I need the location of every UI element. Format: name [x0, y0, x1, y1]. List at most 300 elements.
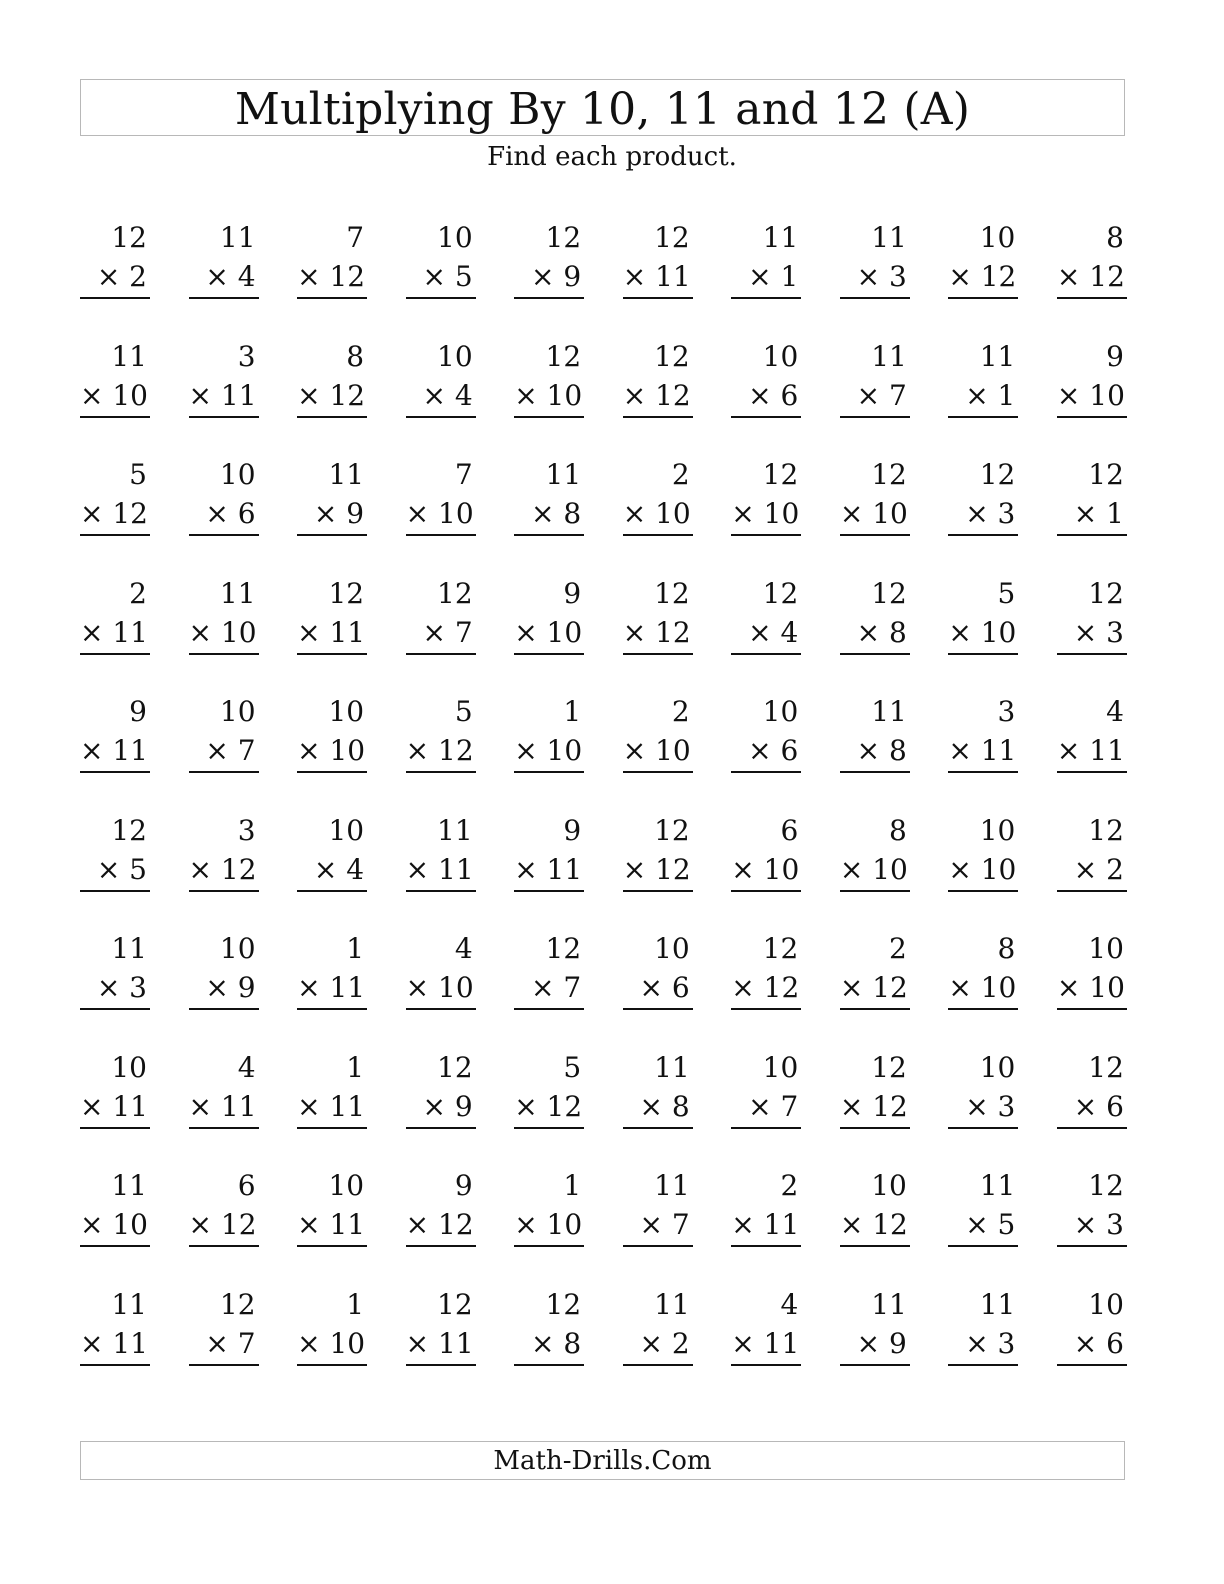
multiplier: × 12 — [297, 263, 367, 299]
problem — [622, 339, 693, 462]
multiplicand: 4 — [780, 1287, 799, 1321]
multiplier: × 1 — [1057, 500, 1127, 536]
multiplicand: 10 — [979, 221, 1016, 254]
problem — [622, 576, 693, 699]
problem — [840, 339, 910, 462]
multiplier: × 6 — [1057, 1093, 1127, 1129]
problem — [1056, 339, 1127, 462]
multiplicand: 9 — [563, 576, 582, 610]
multiplier: × 10 — [948, 974, 1018, 1010]
problem — [731, 932, 801, 1054]
multiplier: × 3 — [1057, 1211, 1127, 1247]
problem-row — [80, 1287, 1127, 1410]
multiplicand: 5 — [997, 576, 1016, 610]
multiplier: × 6 — [1057, 1330, 1127, 1366]
multiplier: × 10 — [514, 619, 584, 655]
multiplicand: 11 — [328, 458, 365, 491]
problem — [840, 695, 910, 817]
problem — [948, 576, 1018, 699]
multiplicand: 11 — [111, 339, 147, 373]
multiplier: × 7 — [840, 382, 910, 418]
multiplicand: 12 — [1088, 813, 1124, 847]
multiplier: × 4 — [406, 382, 476, 418]
multiplier: × 12 — [623, 382, 693, 418]
multiplier: × 11 — [80, 1093, 150, 1129]
problem — [80, 1169, 150, 1291]
multiplicand: 10 — [762, 1050, 799, 1084]
problem — [948, 1050, 1018, 1173]
problem — [189, 695, 259, 817]
problem — [297, 458, 367, 580]
problem — [948, 339, 1018, 462]
multiplier: × 4 — [297, 856, 367, 892]
problem — [297, 695, 367, 817]
multiplier: × 12 — [514, 1093, 584, 1129]
multiplicand: 11 — [871, 339, 907, 373]
multiplicand: 9 — [563, 813, 582, 847]
page-title: Multiplying By 10, 11 and 12 (A) — [234, 83, 971, 135]
problem — [731, 576, 801, 699]
multiplicand: 12 — [545, 221, 582, 254]
multiplicand: 4 — [1106, 695, 1124, 728]
multiplicand: 1 — [346, 1050, 365, 1084]
problem-row — [80, 221, 1127, 343]
multiplier: × 12 — [406, 1211, 476, 1247]
multiplicand: 10 — [437, 221, 473, 254]
multiplicand: 11 — [871, 695, 907, 728]
multiplier: × 10 — [189, 619, 259, 655]
multiplicand: 12 — [437, 1287, 473, 1321]
problem — [297, 1169, 367, 1291]
problem — [1056, 221, 1127, 343]
multiplicand: 10 — [219, 932, 256, 965]
multiplicand: 2 — [671, 695, 690, 728]
multiplicand: 11 — [219, 576, 256, 610]
multiplier: × 6 — [731, 737, 801, 773]
multiplicand: 9 — [1106, 339, 1124, 373]
multiplicand: 12 — [219, 1287, 256, 1321]
multiplicand: 10 — [979, 1050, 1016, 1084]
problem — [406, 221, 476, 343]
problem — [297, 339, 367, 462]
problem — [80, 1050, 150, 1173]
problem — [406, 1050, 476, 1173]
problem — [189, 458, 259, 580]
problem — [297, 1050, 367, 1173]
multiplier: × 11 — [406, 1330, 476, 1366]
instructions: Find each product. — [487, 142, 737, 172]
problem — [188, 813, 259, 936]
problem — [948, 1169, 1018, 1291]
multiplicand: 2 — [780, 1169, 799, 1202]
problem — [80, 458, 150, 580]
multiplier: × 2 — [623, 1330, 693, 1366]
multiplier: × 7 — [623, 1211, 693, 1247]
multiplier: × 11 — [406, 856, 476, 892]
footer-text: Math-Drills.Com — [493, 1445, 712, 1476]
problem — [188, 576, 259, 699]
multiplier: × 11 — [189, 1093, 259, 1129]
problem — [514, 1169, 584, 1291]
problem — [1057, 576, 1127, 699]
problem — [405, 695, 476, 817]
problem — [948, 1287, 1018, 1410]
multiplicand: 11 — [219, 221, 256, 254]
problem — [1056, 695, 1127, 817]
multiplicand: 9 — [454, 1169, 473, 1202]
problem — [297, 221, 367, 343]
multiplier: × 12 — [297, 382, 367, 418]
problem — [622, 221, 693, 343]
problem — [514, 339, 584, 462]
multiplier: × 10 — [514, 737, 584, 773]
multiplier: × 10 — [1057, 974, 1127, 1010]
multiplicand: 12 — [111, 813, 147, 847]
problem-row — [80, 813, 1127, 936]
problem — [839, 813, 910, 936]
multiplier: × 6 — [189, 500, 259, 536]
multiplicand: 10 — [219, 695, 256, 728]
problem — [731, 1287, 801, 1410]
multiplier: × 5 — [406, 263, 476, 299]
problem — [948, 932, 1018, 1054]
problem — [948, 458, 1018, 580]
multiplier: × 9 — [514, 263, 584, 299]
problem — [514, 221, 584, 343]
multiplier: × 11 — [297, 1093, 367, 1129]
problem — [297, 932, 367, 1054]
multiplicand: 12 — [871, 576, 907, 610]
multiplicand: 10 — [437, 339, 473, 373]
problem — [948, 695, 1018, 817]
multiplicand: 6 — [780, 813, 799, 847]
problem-row — [80, 339, 1127, 462]
multiplier: × 10 — [731, 856, 801, 892]
problem — [623, 932, 693, 1054]
multiplier: × 3 — [1057, 619, 1127, 655]
multiplicand: 4 — [237, 1050, 256, 1084]
multiplier: × 11 — [297, 1211, 367, 1247]
problem — [514, 695, 584, 817]
multiplier: × 5 — [80, 856, 150, 892]
multiplicand: 7 — [346, 221, 365, 254]
problem — [405, 813, 476, 936]
problem — [731, 695, 801, 817]
multiplier: × 11 — [297, 619, 367, 655]
multiplier: × 12 — [623, 856, 693, 892]
problem-row — [80, 932, 1127, 1054]
problem — [731, 221, 801, 343]
multiplicand: 12 — [762, 458, 799, 491]
multiplicand: 2 — [129, 576, 147, 610]
problem — [405, 1287, 476, 1410]
multiplicand: 7 — [454, 458, 473, 491]
problem — [1056, 932, 1127, 1054]
problem — [188, 339, 259, 462]
problem — [514, 813, 584, 936]
problem — [839, 1169, 910, 1291]
problem — [731, 1050, 801, 1173]
multiplier: × 10 — [514, 1211, 584, 1247]
title-box — [80, 79, 1125, 136]
problem — [1057, 813, 1127, 936]
multiplicand: 10 — [762, 695, 799, 728]
multiplicand: 12 — [437, 1050, 473, 1084]
multiplicand: 10 — [979, 813, 1016, 847]
multiplicand: 12 — [654, 221, 690, 254]
multiplier: × 7 — [189, 737, 259, 773]
multiplier: × 11 — [731, 1330, 801, 1366]
multiplier: × 11 — [297, 974, 367, 1010]
problem — [1057, 1287, 1127, 1410]
problem-row — [80, 458, 1127, 580]
problem — [1057, 1050, 1127, 1173]
problem — [948, 221, 1018, 343]
multiplicand: 10 — [1088, 1287, 1124, 1321]
problem — [405, 932, 476, 1054]
multiplier: × 2 — [80, 263, 150, 299]
multiplicand: 12 — [545, 1287, 582, 1321]
problem — [1057, 458, 1127, 580]
multiplicand: 8 — [997, 932, 1016, 965]
problem — [80, 932, 150, 1054]
problem — [731, 1169, 801, 1291]
multiplicand: 3 — [237, 813, 256, 847]
multiplicand: 4 — [454, 932, 473, 965]
multiplicand: 12 — [762, 932, 799, 965]
multiplier: × 7 — [189, 1330, 259, 1366]
problem — [297, 813, 367, 936]
problem — [80, 576, 150, 699]
multiplier: × 6 — [731, 382, 801, 418]
problem — [623, 1169, 693, 1291]
multiplier: × 8 — [623, 1093, 693, 1129]
multiplier: × 8 — [514, 1330, 584, 1366]
multiplier: × 10 — [406, 974, 476, 1010]
problem — [514, 458, 584, 580]
multiplier: × 8 — [840, 619, 910, 655]
multiplicand: 12 — [328, 576, 365, 610]
multiplier: × 1 — [948, 382, 1018, 418]
multiplicand: 2 — [889, 932, 907, 965]
problem — [840, 576, 910, 699]
multiplicand: 11 — [871, 1287, 907, 1321]
multiplicand: 12 — [1088, 1050, 1124, 1084]
multiplier: × 10 — [1057, 382, 1127, 418]
multiplicand: 10 — [762, 339, 799, 373]
problem — [514, 1050, 584, 1173]
multiplicand: 12 — [437, 576, 473, 610]
multiplier: × 10 — [840, 500, 910, 536]
multiplier: × 12 — [80, 500, 150, 536]
multiplier: × 3 — [840, 263, 910, 299]
multiplier: × 12 — [189, 1211, 259, 1247]
multiplicand: 1 — [346, 932, 365, 965]
multiplicand: 11 — [654, 1287, 690, 1321]
problem — [406, 339, 476, 462]
problem-row — [80, 576, 1127, 699]
problem — [1057, 1169, 1127, 1291]
multiplicand: 11 — [871, 221, 907, 254]
multiplier: × 10 — [623, 500, 693, 536]
multiplicand: 11 — [111, 1169, 147, 1202]
multiplier: × 10 — [948, 619, 1018, 655]
multiplicand: 3 — [237, 339, 256, 373]
problem — [405, 458, 476, 580]
multiplicand: 10 — [328, 695, 365, 728]
multiplier: × 12 — [623, 619, 693, 655]
problem — [514, 1287, 584, 1410]
problem — [731, 813, 801, 936]
problem — [514, 932, 584, 1054]
multiplicand: 12 — [979, 458, 1016, 491]
multiplier: × 10 — [80, 382, 150, 418]
multiplier: × 8 — [840, 737, 910, 773]
problem — [839, 458, 910, 580]
multiplier: × 12 — [840, 1093, 910, 1129]
problem-grid — [80, 221, 1127, 1409]
multiplicand: 12 — [654, 339, 690, 373]
multiplier: × 12 — [406, 737, 476, 773]
multiplier: × 3 — [948, 1330, 1018, 1366]
multiplicand: 11 — [437, 813, 473, 847]
problem — [80, 1287, 150, 1410]
problem — [622, 695, 693, 817]
problem — [80, 339, 150, 462]
multiplicand: 12 — [1088, 576, 1124, 610]
multiplicand: 10 — [328, 1169, 365, 1202]
multiplier: × 5 — [948, 1211, 1018, 1247]
multiplicand: 6 — [237, 1169, 256, 1202]
multiplier: × 9 — [297, 500, 367, 536]
multiplicand: 8 — [1106, 221, 1124, 254]
problem — [731, 339, 801, 462]
problem — [405, 1169, 476, 1291]
multiplier: × 8 — [514, 500, 584, 536]
multiplier: × 11 — [514, 856, 584, 892]
multiplier: × 10 — [514, 382, 584, 418]
multiplicand: 5 — [129, 458, 147, 491]
multiplier: × 10 — [297, 1330, 367, 1366]
multiplier: × 10 — [948, 856, 1018, 892]
problem — [623, 1050, 693, 1173]
multiplier: × 12 — [840, 974, 910, 1010]
problem — [622, 458, 693, 580]
multiplicand: 5 — [563, 1050, 582, 1084]
problem-row — [80, 1050, 1127, 1173]
multiplier: × 11 — [623, 263, 693, 299]
multiplier: × 10 — [297, 737, 367, 773]
multiplier: × 4 — [189, 263, 259, 299]
multiplier: × 10 — [731, 500, 801, 536]
multiplicand: 10 — [1088, 932, 1124, 965]
multiplicand: 8 — [346, 339, 365, 373]
multiplier: × 11 — [80, 619, 150, 655]
multiplicand: 9 — [129, 695, 147, 728]
multiplier: × 12 — [948, 263, 1018, 299]
multiplicand: 3 — [997, 695, 1016, 728]
multiplier: × 9 — [189, 974, 259, 1010]
multiplicand: 11 — [111, 932, 147, 965]
multiplicand: 12 — [545, 932, 582, 965]
multiplicand: 11 — [111, 1287, 147, 1321]
problem — [80, 813, 150, 936]
problem — [189, 221, 259, 343]
problem — [623, 1287, 693, 1410]
multiplicand: 12 — [871, 458, 907, 491]
multiplier: × 12 — [840, 1211, 910, 1247]
problem — [188, 1169, 259, 1291]
multiplier: × 10 — [623, 737, 693, 773]
multiplicand: 11 — [654, 1050, 690, 1084]
multiplicand: 12 — [762, 576, 799, 610]
multiplier: × 12 — [1057, 263, 1127, 299]
multiplicand: 12 — [1088, 1169, 1124, 1202]
multiplier: × 11 — [948, 737, 1018, 773]
multiplier: × 4 — [731, 619, 801, 655]
multiplicand: 1 — [563, 1169, 582, 1202]
multiplicand: 11 — [979, 339, 1016, 373]
multiplicand: 11 — [979, 1169, 1016, 1202]
multiplier: × 11 — [80, 1330, 150, 1366]
multiplicand: 11 — [979, 1287, 1016, 1321]
multiplicand: 11 — [545, 458, 582, 491]
multiplier: × 10 — [406, 500, 476, 536]
multiplier: × 3 — [948, 1093, 1018, 1129]
multiplicand: 12 — [871, 1050, 907, 1084]
multiplier: × 10 — [840, 856, 910, 892]
multiplier: × 11 — [189, 382, 259, 418]
multiplier: × 1 — [731, 263, 801, 299]
problem — [839, 932, 910, 1054]
multiplicand: 10 — [328, 813, 365, 847]
multiplicand: 8 — [889, 813, 907, 847]
multiplier: × 11 — [731, 1211, 801, 1247]
multiplier: × 12 — [189, 856, 259, 892]
problem — [839, 1050, 910, 1173]
problem — [80, 221, 150, 343]
multiplicand: 5 — [454, 695, 473, 728]
multiplier: × 3 — [80, 974, 150, 1010]
multiplier: × 12 — [731, 974, 801, 1010]
multiplier: × 9 — [840, 1330, 910, 1366]
multiplicand: 10 — [654, 932, 690, 965]
problem — [840, 1287, 910, 1410]
problem — [622, 813, 693, 936]
multiplicand: 12 — [111, 221, 147, 254]
problem — [840, 221, 910, 343]
multiplier: × 11 — [1057, 737, 1127, 773]
multiplicand: 12 — [545, 339, 582, 373]
multiplier: × 10 — [80, 1211, 150, 1247]
problem — [188, 1050, 259, 1173]
problem-row — [80, 695, 1127, 817]
problem — [297, 1287, 367, 1410]
multiplicand: 12 — [654, 576, 690, 610]
footer-box — [80, 1441, 1125, 1480]
multiplicand: 12 — [654, 813, 690, 847]
problem — [514, 576, 584, 699]
multiplicand: 10 — [111, 1050, 147, 1084]
problem — [189, 1287, 259, 1410]
multiplicand: 2 — [671, 458, 690, 491]
multiplicand: 10 — [219, 458, 256, 491]
problem — [189, 932, 259, 1054]
multiplier: × 9 — [406, 1093, 476, 1129]
multiplier: × 3 — [948, 500, 1018, 536]
problem — [948, 813, 1018, 936]
problem — [297, 576, 367, 699]
